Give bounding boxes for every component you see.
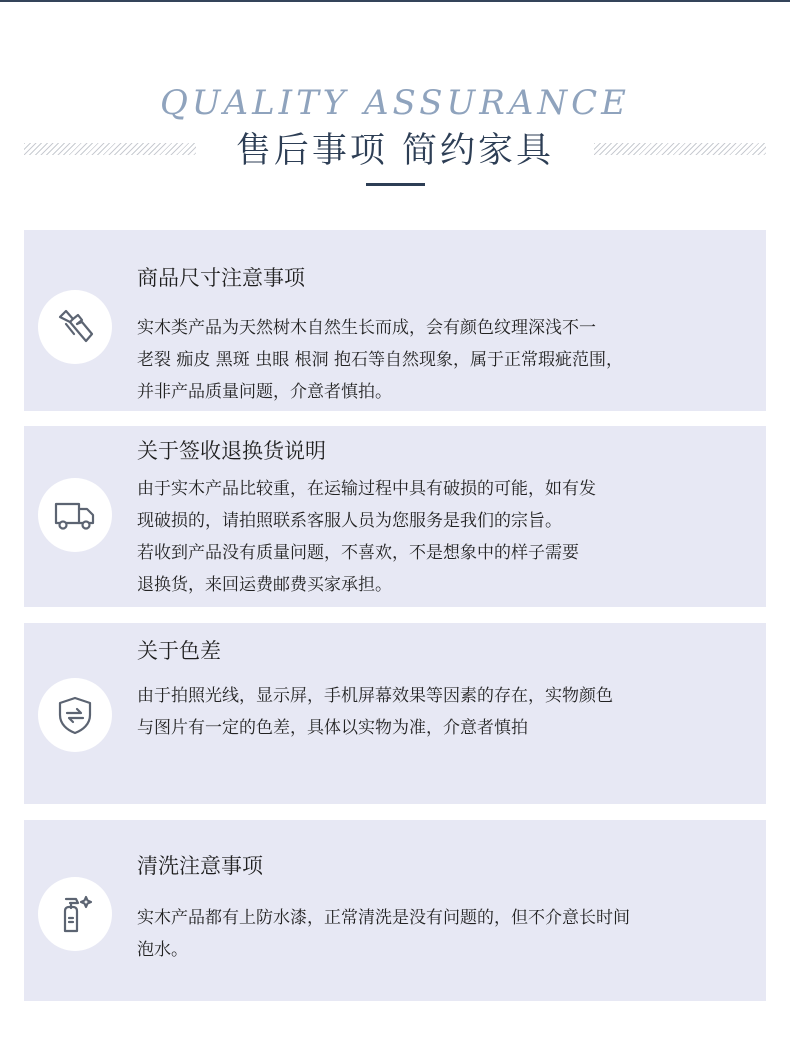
section-text-line: 由于实木产品比较重，在运输过程中具有破损的可能，如有发 <box>137 479 596 499</box>
section-text-line: 老裂 痂皮 黑斑 虫眼 根洞 抱石等自然现象，属于正常瑕疵范围， <box>137 350 624 370</box>
section-return-policy <box>24 426 766 607</box>
section-text-line: 实木类产品为天然树木自然生长而成，会有颜色纹理深浅不一 <box>137 318 596 338</box>
section-title: 关于色差 <box>137 639 221 663</box>
english-title: QUALITY ASSURANCE <box>160 83 630 123</box>
section-text-line: 并非产品质量问题，介意者慎拍。 <box>137 382 392 402</box>
decorative-hatch-right <box>594 143 766 155</box>
icon-badge <box>38 478 112 552</box>
chinese-title: 售后事项 简约家具 <box>235 131 555 171</box>
section-text-line: 退换货，来回运费邮费买家承担。 <box>137 575 392 595</box>
icon-badge <box>38 877 112 951</box>
section-color-difference <box>24 623 766 804</box>
icon-badge <box>38 290 112 364</box>
section-title: 清洗注意事项 <box>137 854 263 878</box>
section-text-line: 泡水。 <box>137 940 188 960</box>
spray-bottle-icon <box>52 891 98 937</box>
section-size-notice <box>24 230 766 411</box>
section-cleaning-notice <box>24 820 766 1001</box>
title-underline <box>366 183 425 186</box>
shield-icon <box>52 692 98 738</box>
icon-badge <box>38 678 112 752</box>
section-text-line: 实木产品都有上防水漆，正常清洗是没有问题的，但不介意长时间 <box>137 908 630 928</box>
section-text-line: 与图片有一定的色差，具体以实物为准，介意者慎拍 <box>137 718 528 738</box>
delivery-truck-icon <box>52 492 98 538</box>
section-text-line: 现破损的，请拍照联系客服人员为您服务是我们的宗旨。 <box>137 511 562 531</box>
page-header <box>0 0 790 220</box>
section-text-line: 由于拍照光线，显示屏，手机屏幕效果等因素的存在，实物颜色 <box>137 686 613 706</box>
section-text-line: 若收到产品没有质量问题，不喜欢，不是想象中的样子需要 <box>137 543 579 563</box>
hand-touch-icon <box>52 304 98 350</box>
section-title: 关于签收退换货说明 <box>137 439 326 463</box>
section-title: 商品尺寸注意事项 <box>137 266 305 290</box>
